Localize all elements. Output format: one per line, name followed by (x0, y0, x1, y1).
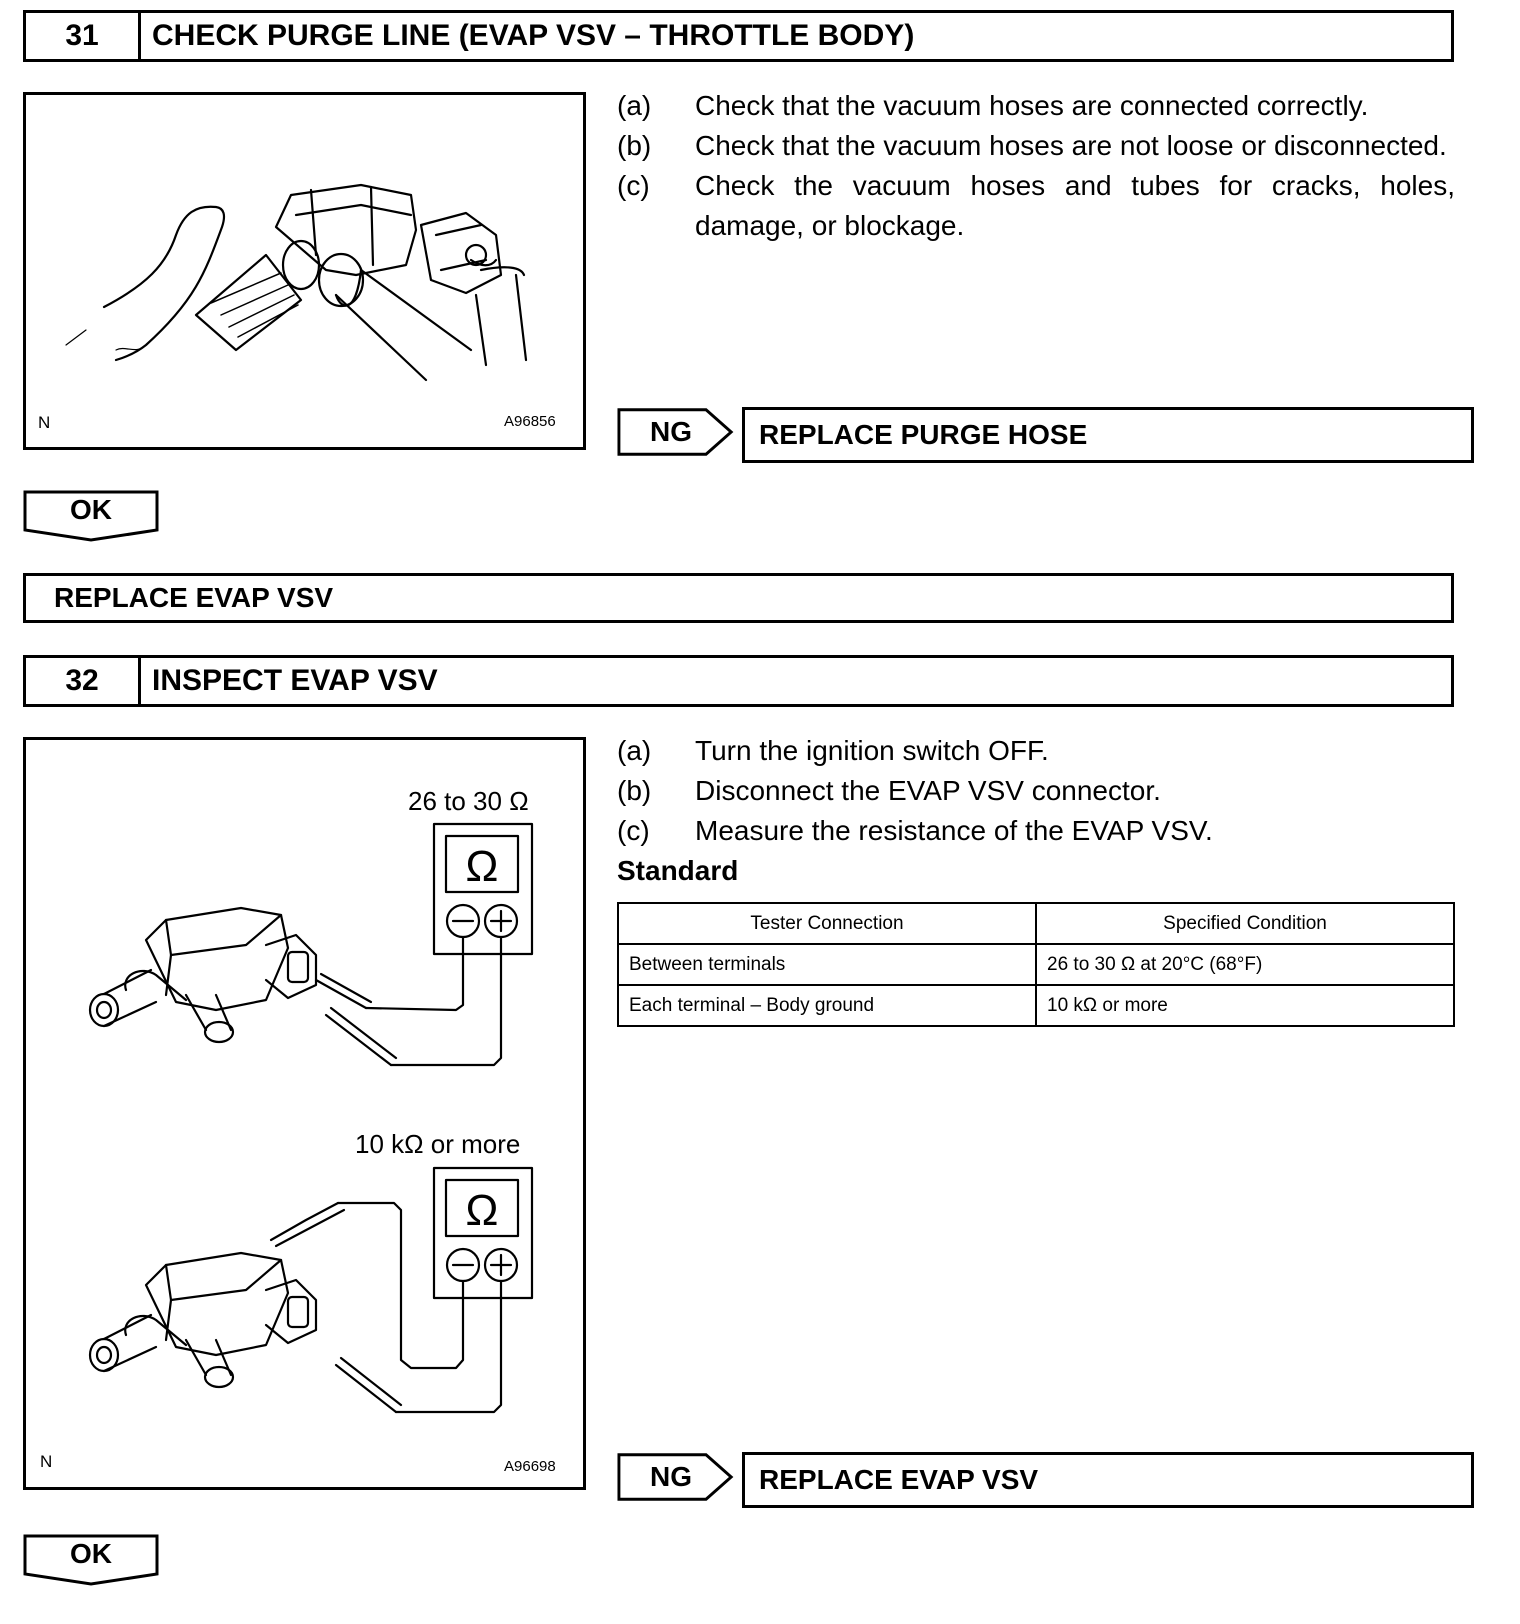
ohmmeter-symbol-upper: Ω (465, 842, 499, 891)
figure-evap-vsv (23, 737, 586, 1490)
table-row (618, 985, 1454, 1026)
ok-branch-31 (23, 490, 159, 542)
instruction-a (617, 731, 1455, 771)
step-number: 31 (26, 13, 141, 59)
step-title: CHECK PURGE LINE (EVAP VSV – THROTTLE BODY) (152, 19, 915, 52)
figure-corner-label: N (40, 1452, 53, 1471)
instruction-text: Check the vacuum hoses and tubes for cracks, holes, damage, or blockage. (695, 170, 1455, 241)
purge-line-illustration (26, 95, 583, 447)
instruction-label: (a) (617, 90, 652, 121)
figure-purge-line (23, 92, 586, 450)
table-cell: 26 to 30 Ω at 20°C (68°F) (1036, 944, 1454, 985)
table-header: Specified Condition (1036, 903, 1454, 944)
instruction-b (617, 771, 1455, 811)
instruction-label: (c) (617, 815, 650, 846)
instruction-c (617, 166, 1455, 246)
table-cell: Between terminals (618, 944, 1036, 985)
ok-branch-32 (23, 1534, 159, 1586)
ok-label: OK (70, 1538, 112, 1569)
table-header: Tester Connection (618, 903, 1036, 944)
evap-vsv-illustration (26, 740, 583, 1487)
ohmmeter-symbol-lower: Ω (465, 1186, 499, 1235)
table-header-row (618, 903, 1454, 944)
standard-table (617, 902, 1455, 1027)
table-row (618, 944, 1454, 985)
standard-heading: Standard (617, 855, 739, 886)
step-31-header (23, 10, 1454, 62)
ng-result: REPLACE EVAP VSV (742, 1452, 1474, 1508)
instruction-text: Disconnect the EVAP VSV connector. (695, 775, 1161, 806)
figure-id: A96698 (504, 1458, 556, 1475)
ok-label: OK (70, 494, 112, 525)
step-number: 32 (26, 658, 141, 704)
instruction-label: (c) (617, 170, 650, 201)
instruction-b (617, 126, 1455, 166)
ng-branch-32 (617, 1452, 1457, 1502)
ok-result-31 (23, 573, 1454, 623)
instruction-label: (b) (617, 775, 652, 806)
step-32-header (23, 655, 1454, 707)
ng-label: NG (650, 1461, 692, 1492)
instruction-text: Check that the vacuum hoses are connected correctly. (695, 90, 1369, 121)
instruction-c (617, 811, 1455, 851)
ng-label: NG (650, 416, 692, 447)
lower-measurement-label: 10 kΩ or more (355, 1129, 521, 1159)
upper-measurement-label: 26 to 30 Ω (408, 786, 529, 816)
step-title: INSPECT EVAP VSV (152, 664, 438, 697)
figure-id: A96856 (504, 413, 556, 430)
ng-result: REPLACE PURGE HOSE (742, 407, 1474, 463)
instruction-text: Check that the vacuum hoses are not loose or disconnected. (695, 130, 1447, 161)
instruction-label: (b) (617, 130, 652, 161)
step-31-instructions (617, 86, 1455, 246)
instruction-text: Measure the resistance of the EVAP VSV. (695, 815, 1213, 846)
ok-result-text: REPLACE EVAP VSV (54, 582, 334, 613)
figure-corner-label: N (38, 413, 51, 432)
table-cell: Each terminal – Body ground (618, 985, 1036, 1026)
table-cell: 10 kΩ or more (1036, 985, 1454, 1026)
instruction-text: Turn the ignition switch OFF. (695, 735, 1049, 766)
ng-branch-31 (617, 407, 1457, 457)
instruction-label: (a) (617, 735, 652, 766)
instruction-a (617, 86, 1455, 126)
step-32-instructions (617, 731, 1455, 891)
